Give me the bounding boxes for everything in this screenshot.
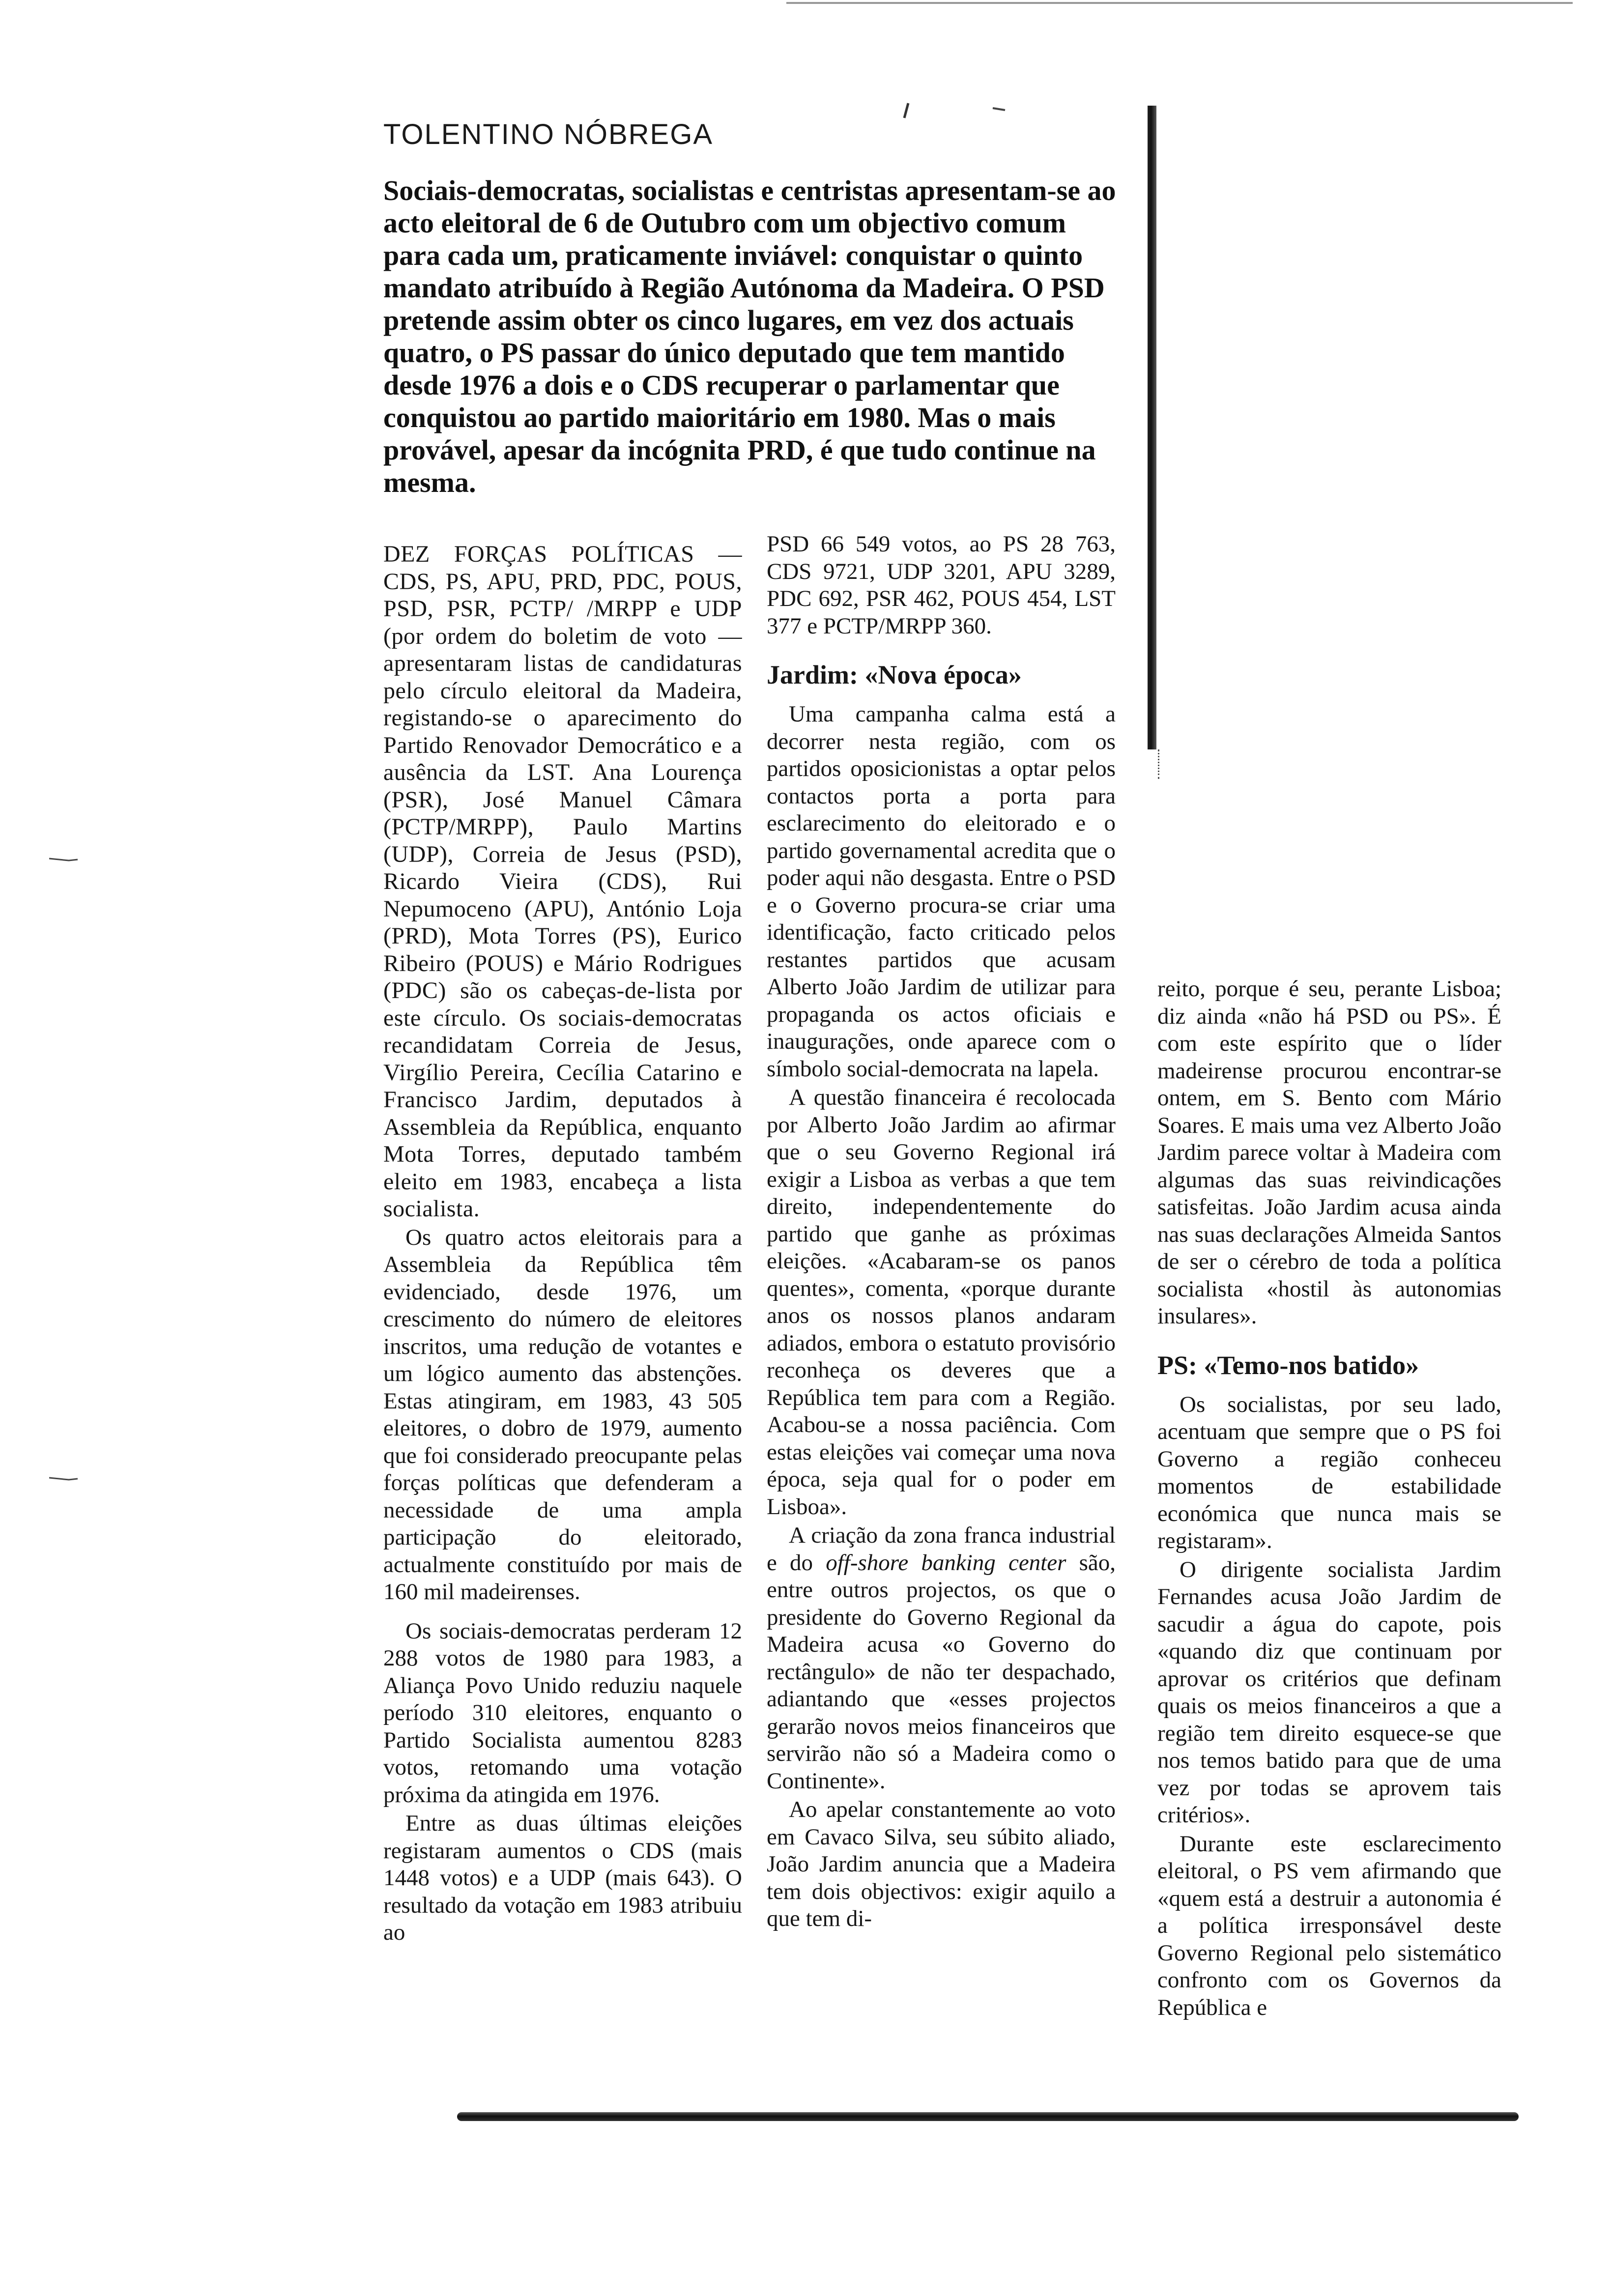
paragraph: Entre as duas últimas eleições registaram aumentos o CDS (mais 1448 votos) e a UDP (mais 643). O resultado da votação em 1983 atribuiu ao [383,1810,742,1945]
lead-paragraph: Sociais-democratas, socialistas e centristas apresentam-se ao acto eleitoral de 6 de Outubro com um objectivo comum para cada um, praticamente inviável: conquistar o quinto mandato atribuído à Região Autónoma da Madeira. O PSD pretende assim obter os cinco lugares, em vez dos actuais quatro, o PS passar do único deputado que tem mantido desde 1976 a dois e o CDS recuperar o parlamentar que conquistou ao partido maioritário em 1980. Mas o mais provável, apesar da incógnita PRD, é que tudo continue na mesma. [383,174,1116,498]
paragraph: A questão financeira é recolocada por Alberto João Jardim ao afirmar que o seu Governo Regional irá exigir a Lisboa as verbas a que tem direito, independentemente do partido que ganhe as próximas eleições. «Acabaram-se os panos quentes», comenta, «porque durante anos os nossos planos andaram adiados, embora o estatuto provisório reconheça os deveres que a República tem para com a Região. Acabou-se a nossa paciência. Com estas eleições vai começar uma nova época, seja qual for o poder em Lisboa». [767,1085,1116,1520]
paragraph: Os quatro actos eleitorais para a Assembleia da República têm evidenciado, desde 1976, um crescimento do número de eleitores inscritos, uma redução de votantes e um lógico aumento das abstenções. Estas atingiram, em 1983, 43 505 eleitores, o dobro de 1979, aumento que foi considerado preocupante pelas forças políticas que defenderam a necessidade de uma ampla participação do eleitorado, actualmente constituído por mais de 160 mil madeirenses. [383,1224,742,1605]
text-column-3 [1157,976,1501,2021]
bottom-rule-horizontal [457,2112,1519,2121]
paragraph [767,1522,1116,1795]
scan-edge-line [786,2,1573,4]
paragraph: Os sociais-democratas perderam 12 288 votos de 1980 para 1983, a Aliança Povo Unido reduziu naquele período 310 eleitores, enquanto o Partido Socialista aumentou 8283 votos, retomando uma votação próxima da atingida em 1976. [383,1618,742,1808]
paragraph: Os socialistas, por seu lado, acentuam que sempre que o PS foi Governo a região conheceu momentos de estabilidade económica que nunca mais se registaram». [1157,1391,1501,1553]
text-column-2 [767,531,1116,1933]
section-heading: Jardim: «Nova época» [767,660,1022,689]
column-rule-vertical [1148,106,1156,749]
paragraph: PSD 66 549 votos, ao PS 28 763, CDS 9721, UDP 3201, APU 3289, PDC 692, PSR 462, POUS 454, LST 377 e PCTP/MRPP 360. [767,531,1116,639]
paragraph: Ao apelar constantemente ao voto em Cavaco Silva, seu súbito aliado, João Jardim anuncia que a Madeira tem dois objectivos: exigir aquilo a que tem di- [767,1797,1116,1931]
text-run: A criação da zona franca industrial e do [767,1522,1116,1576]
paragraph: reito, porque é seu, perante Lisboa; diz ainda «não há PSD ou PS». É com este espírito que o líder madeirense procurou encontrar-se ontem, em S. Bento com Mário Soares. E mais uma vez Alberto João Jardim parece voltar à Madeira com algumas das suas reivindicações satisfeitas. João Jardim acusa ainda nas suas declarações Almeida Santos de ser o cérebro de toda a política socialista «hostil às autonomias insulares». [1157,976,1501,1329]
margin-tick-mark [49,1477,79,1481]
column-rule-dotted [1158,749,1161,779]
paragraph: O dirigente socialista Jardim Fernandes acusa João Jardim de sacudir a água do capote, pois «quando diz que continuam por aprovar os critérios que definam quais os meios financeiros a que a região tem direito esquece-se que nos temos batido para que de uma vez por todas se aprovem tais critérios». [1157,1556,1501,1828]
scan-speck-marks [885,98,1032,130]
author-byline: TOLENTINO NÓBREGA [383,118,714,150]
text-run: são, entre outros projectos, os que o presidente do Governo Regional da Madeira acusa «o Governo do rectângulo» de não ter despachado, adiantando que «esses projectos gerarão novos meios financeiros que servirão não só a Madeira como o Continente». [767,1550,1116,1794]
paragraph: Uma campanha calma está a decorrer nesta região, com os partidos oposicionistas a optar pelos contactos porta a porta para esclarecimento do eleitorado e o partido governamental acredita que o poder aqui não desgasta. Entre o PSD e o Governo procura-se criar uma identificação, facto criticado pelos restantes partidos que acusam Alberto João Jardim de utilizar para propaganda os actos oficiais e inaugurações, onde aparece com o símbolo social-democrata na lapela. [767,701,1116,1082]
italic-term: off-shore banking center [826,1550,1066,1576]
paragraph: Durante este esclarecimento eleitoral, o PS vem afirmando que «quem está a destruir a autonomia é a política irresponsável deste Governo Regional pelo sistemático confronto com os Governos da República e [1157,1831,1501,2020]
section-heading: PS: «Temo-nos batido» [1157,1350,1419,1380]
paragraph: DEZ FORÇAS POLÍTICAS — CDS, PS, APU, PRD, PDC, POUS, PSD, PSR, PCTP/ /MRPP e UDP (por ordem do boletim de voto — apresentaram listas de candidaturas pelo círculo eleitoral da Madeira, registando-se o aparecimento do Partido Renovador Democrático e a ausência da LST. Ana Lourença (PSR), José Manuel Câmara (PCTP/MRPP), Paulo Martins (UDP), Correia de Jesus (PSD), Ricardo Vieira (CDS), Rui Nepumoceno (APU), António Loja (PRD), Mota Torres (PS), Eurico Ribeiro (POUS) e Mário Rodrigues (PDC) são os cabeças-de-lista por este círculo. Os sociais-democratas recandidatam Correia de Jesus, Virgílio Pereira, Cecília Catarino e Francisco Jardim, deputados à Assembleia da República, enquanto Mota Torres, deputado também eleito em 1983, encabeça a lista socialista. [383,541,742,1222]
text-column-1 [383,541,742,1947]
margin-tick-mark [49,858,79,861]
